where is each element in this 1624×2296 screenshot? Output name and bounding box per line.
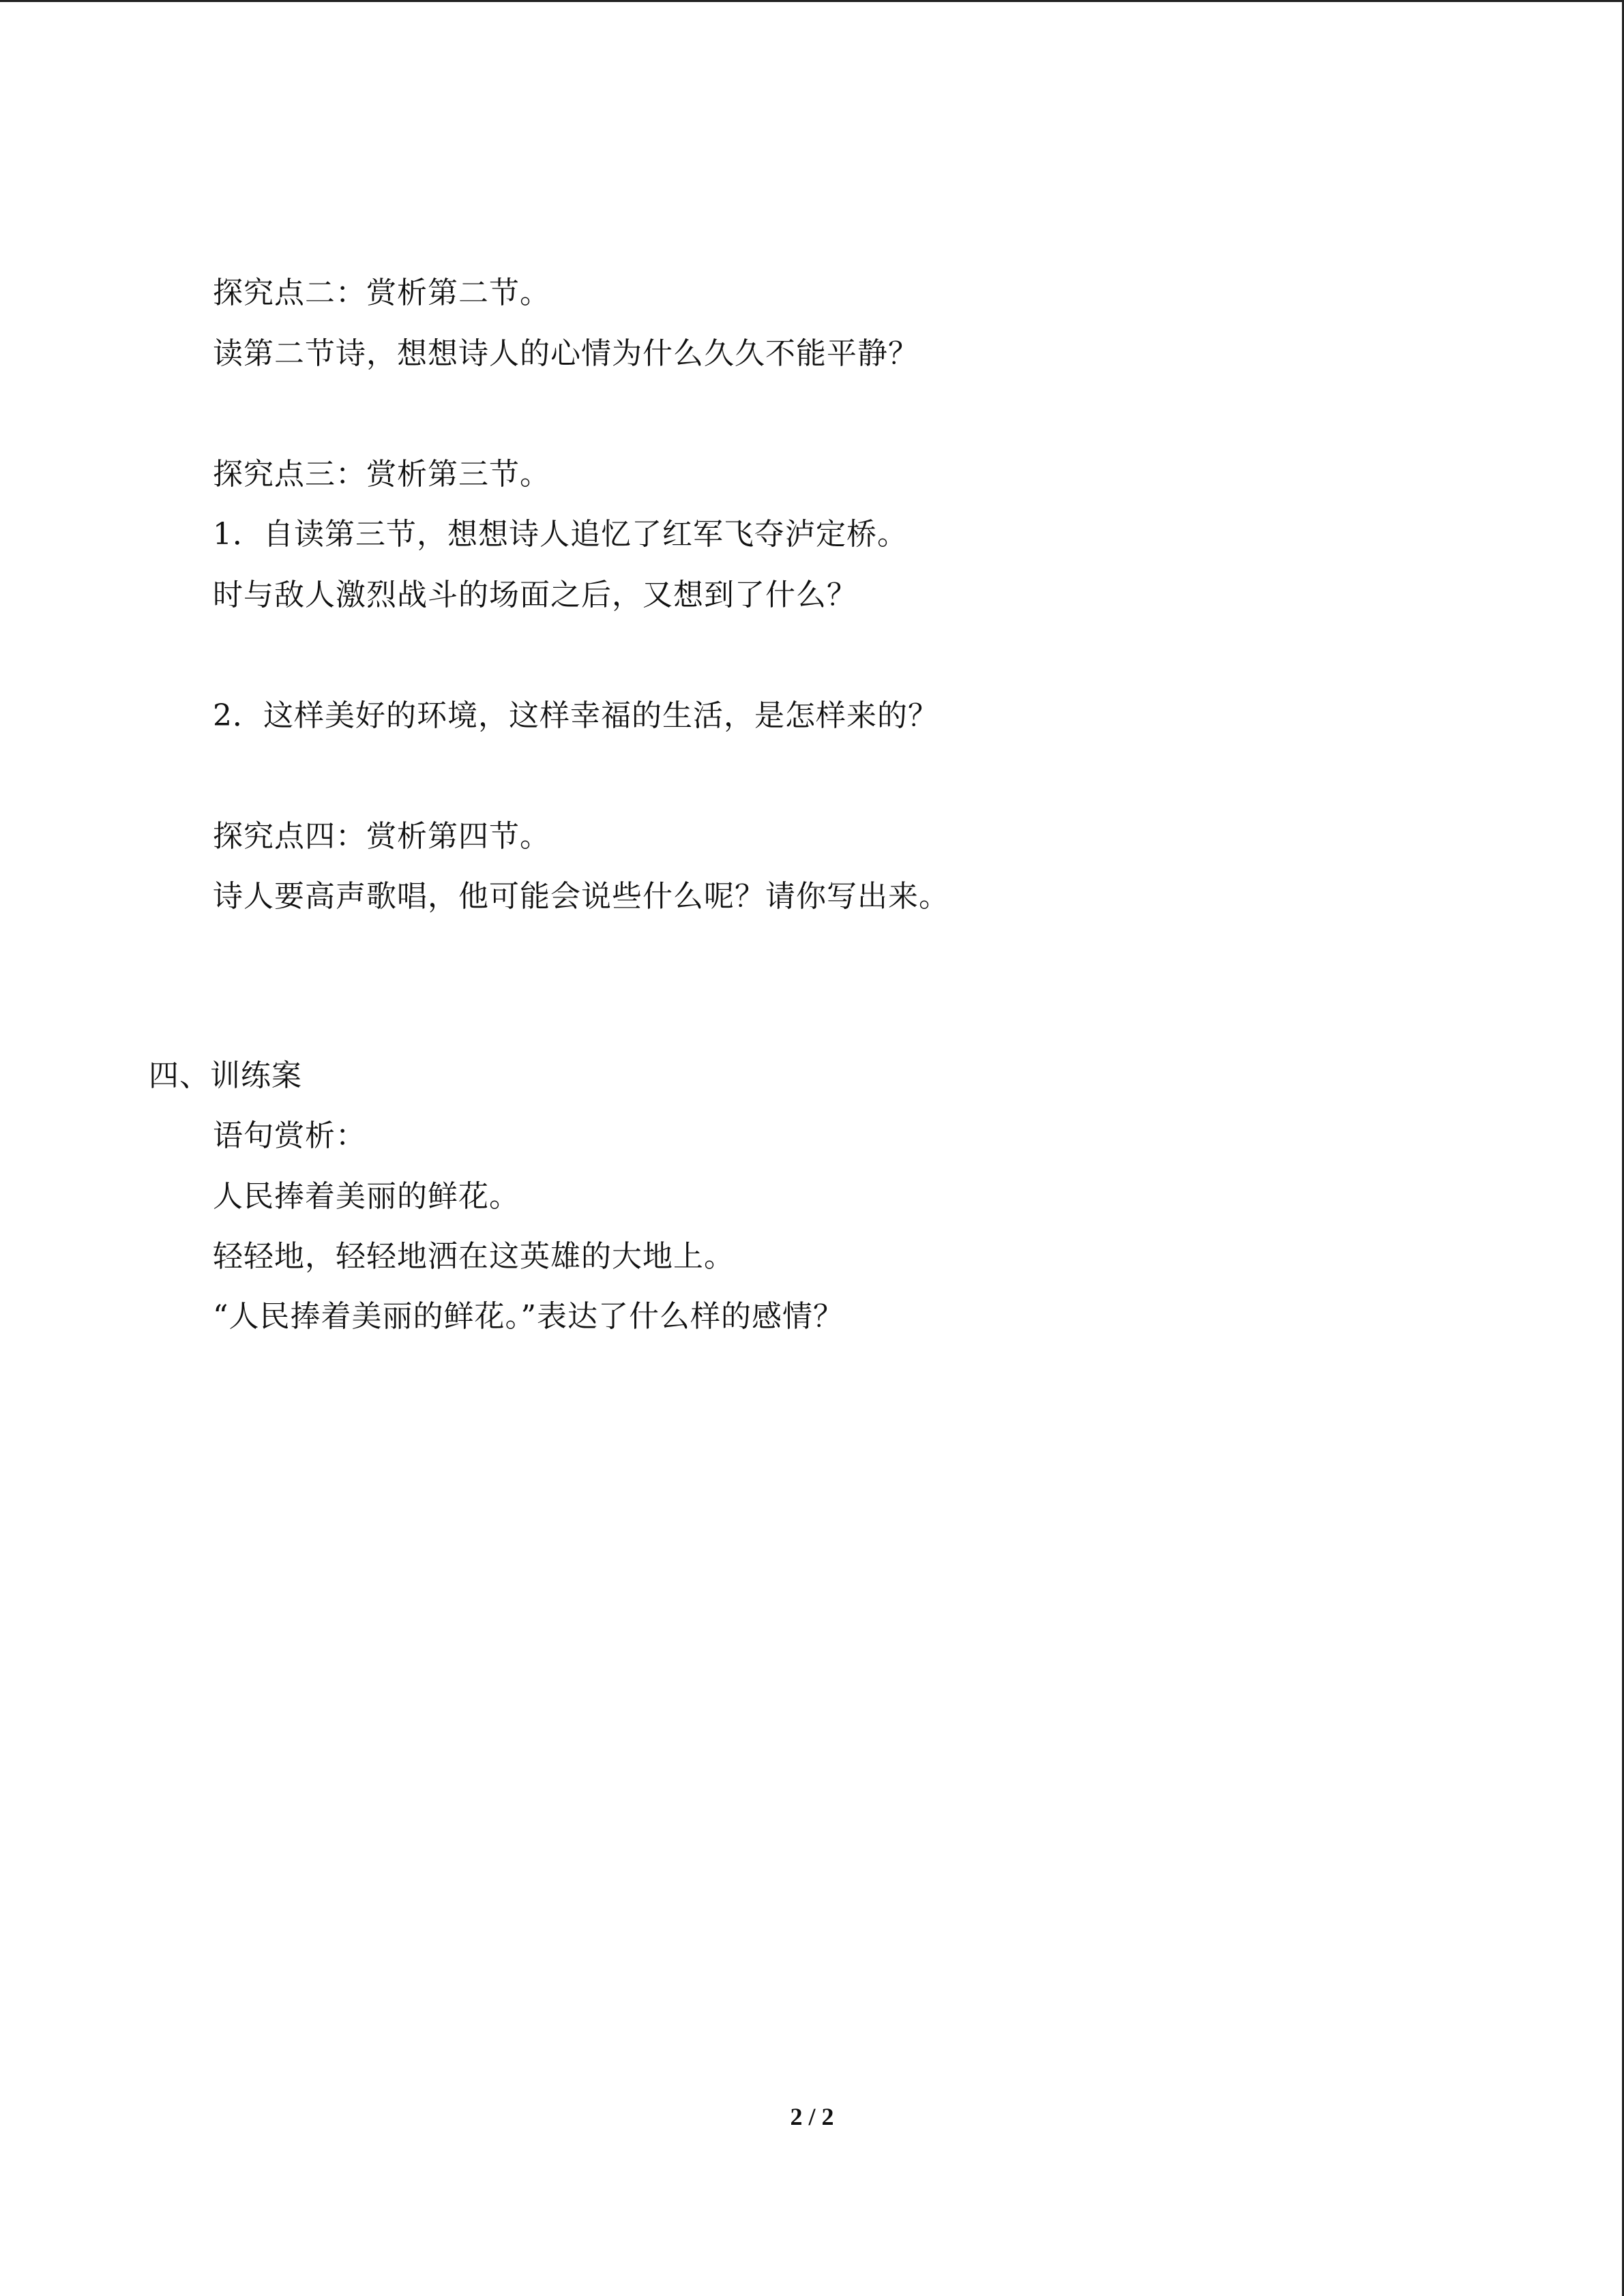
explore-3-question-2: 2．这样美好的环境，这样幸福的生活，是怎样来的？ (213, 698, 939, 733)
training-line-2: 轻轻地，轻轻地洒在这英雄的大地上。 (213, 1239, 735, 1274)
page-number: 2 / 2 (790, 2103, 834, 2130)
explore-2-question: 读第二节诗，想想诗人的心情为什么久久不能平静？ (213, 336, 919, 371)
explore-3-question-1-line-1: 1．自读第三节，想想诗人追忆了红军飞夺泸定桥。 (213, 517, 908, 552)
training-subheading: 语句赏析： (213, 1118, 366, 1153)
training-question: “人民捧着美丽的鲜花。”表达了什么样的感情？ (213, 1299, 844, 1334)
explore-4-question: 诗人要高声歌唱，他可能会说些什么呢？请你写出来。 (213, 879, 949, 914)
explore-2-heading: 探究点二：赏析第二节。 (213, 275, 550, 310)
explore-3-question-1-line-2: 时与敌人激烈战斗的场面之后，又想到了什么？ (213, 578, 857, 612)
explore-4-heading: 探究点四：赏析第四节。 (213, 819, 550, 854)
training-line-1: 人民捧着美丽的鲜花。 (213, 1179, 520, 1214)
explore-3-heading: 探究点三：赏析第三节。 (213, 457, 550, 492)
training-heading: 四、训练案 (149, 1058, 302, 1093)
